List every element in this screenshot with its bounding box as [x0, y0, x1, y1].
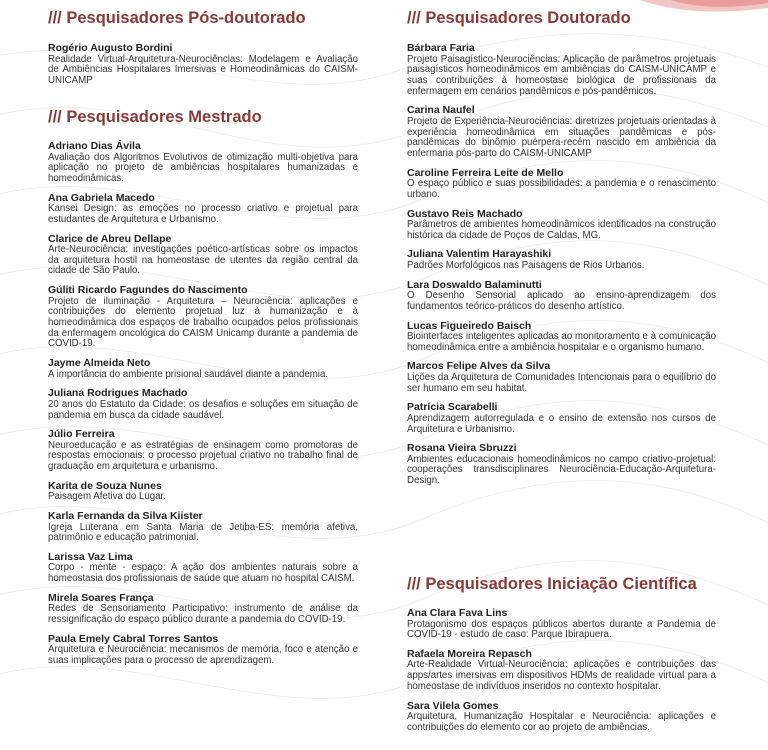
researcher-entry	[48, 357, 358, 380]
section-mestrado	[48, 107, 358, 674]
researcher-name: Gustavo Reis Machado	[407, 207, 523, 220]
researcher-list	[407, 607, 716, 733]
research-title: Arquitetura e Neurociência: mecanismos de memória, foco e atenção e suas implicações para o processo de aprendizagem.	[48, 644, 358, 666]
researcher-name: Bárbara Faria	[407, 42, 475, 54]
research-title: Avaliação dos Algoritmos Evolutivos de otimização multi-objetiva para aplicação no projeto de ambiências hospitalares humanizadas e homeodinâmicas.	[48, 151, 358, 184]
researcher-name: Caroline Ferreira Leite de Mello	[407, 166, 564, 179]
research-title: 20 anos do Estatuto da Cidade: os desafios e soluções em situação de pandemia em busca da cidade saudável.	[48, 398, 358, 421]
researcher-entry	[48, 387, 358, 421]
section-doutorado	[407, 8, 716, 494]
research-title: Biointerfaces inteligentes aplicadas ao monitoramento e à comunicação homeodinâmica entre a ambiência hospitalar e o organismo humano.	[407, 331, 716, 353]
researcher-name: Juliana Rodrigues Machado	[48, 387, 188, 400]
research-title: Projeto de iluminação - Arquitetura – Neurociência: aplicações e contribuições do elemento projetual luz à humanização e à homeodinâmica dos espaços de trabalho ocupados pelos profissionais da enfermagem oncológica do CAISM Unicamp durante a pandemia de COVID-19.	[48, 295, 358, 350]
researcher-name: Patrícia Scarabelli	[407, 401, 498, 414]
research-title: Redes de Sensoriamento Participativo: instrumento de análise da ressignificação do espaço público durante a pandemia do COVID-19.	[48, 603, 358, 626]
researcher-name: Lucas Figueiredo Baisch	[407, 319, 532, 332]
researcher-name: Carina Naufel	[407, 104, 475, 117]
researcher-entry	[48, 284, 358, 350]
researcher-name: Adriano Dias Ávila	[48, 140, 141, 152]
researcher-list	[407, 42, 716, 487]
section-title-doutorado: /// Pesquisadores Doutorado	[407, 9, 631, 27]
researcher-entry	[48, 233, 358, 278]
researcher-name: Rosana Vieira Sbruzzi	[407, 442, 517, 455]
research-title: Projeto de Experiência-Neurociências: diretrizes projetuais orientadas à experiência homeodinâmica em situações pandêmicas e pós-pandêmicas do binômio puérpera-recém nascido em ambiência da enfermaria pós-parto do CAISM-UNICAMP	[407, 115, 716, 159]
researcher-entry	[407, 167, 716, 201]
researcher-entry	[48, 192, 358, 226]
research-title: Arte-Neurociência: investigações poético-artísticas sobre os impactos da arquitetura hostil na homeostase de utentes da região central da cidade de São Paulo.	[48, 244, 358, 277]
research-title: O Desenho Sensorial aplicado ao ensino-aprendizagem dos fundamentos teórico-práticos do desenho artístico.	[407, 290, 716, 312]
researcher-entry	[48, 592, 358, 626]
research-title: Lições da Arquitetura de Comunidades Intencionais para o equilíbrio do ser humano em seu habitat.	[407, 371, 716, 394]
researcher-name: Karla Fernanda da Silva Kiister	[48, 510, 203, 523]
researcher-entry	[407, 248, 716, 271]
research-title: Arquitetura, Humanização Hospitalar e Neurociência: aplicações e contribuições do elemento cor ao projeto de ambiências.	[407, 711, 716, 733]
researcher-name: Karita de Souza Nunes	[48, 479, 162, 492]
researcher-entry	[48, 42, 358, 87]
researcher-name: Lara Doswaldo Balaminutti	[407, 278, 542, 291]
researcher-name: Ana Clara Fava Lins	[407, 607, 508, 619]
section-title-pos-doutorado: /// Pesquisadores Pós-doutorado	[48, 9, 306, 27]
researcher-name: Marcos Felipe Alves da Silva	[407, 360, 551, 373]
researcher-list	[48, 140, 358, 667]
researcher-entry	[48, 510, 358, 544]
research-title: Realidade Virtual-Arquitetura-Neurociências: Modelagem e Avaliação de Ambiências Hospitalares Imersivas e Homeodinâmicas do CAISM-UNICAMP	[48, 53, 358, 86]
researcher-name: Júlio Ferreira	[48, 428, 115, 441]
research-title: Neuroeducação e as estratégias de ensinagem como promotoras de respostas emocionais: o processo projetual criativo no trabalho final de graduação em arquitetura e urbanismo.	[48, 439, 358, 473]
researcher-entry	[48, 140, 358, 185]
research-title: Parâmetros de ambientes homeodinâmicos identificados na construção histórica da cidade de Poços de Caldas, MG.	[407, 219, 716, 241]
researcher-entry	[48, 428, 358, 473]
researcher-name: Rogério Augusto Bordini	[48, 42, 173, 54]
research-title: Aprendizagem autorregulada e o ensino de extensão nos cursos de Arquitetura e Urbanismo.	[407, 412, 716, 435]
researcher-name: Rafaela Moreira Repasch	[407, 647, 532, 660]
research-title: Kansei Design: as emoções no processo criativo e projetual para estudantes de Arquitetura e Urbanismo.	[48, 203, 358, 225]
researcher-entry	[48, 551, 358, 585]
research-title: Ambientes educacionais homeodinâmicos no campo criativo-projetual: cooperações transdisciplinares Neurociência-Educação-Arquitetura-Design.	[407, 453, 716, 487]
researcher-name: Juliana Valentim Harayashiki	[407, 248, 552, 261]
researcher-name: Gúliti Ricardo Fagundes do Nascimento	[48, 284, 248, 297]
research-title: Protagonismo dos espaços públicos abertos durante a Pandemia de COVID-19 - estudo de caso: Parque Ibirapuera.	[407, 618, 716, 641]
researcher-entry	[407, 279, 716, 313]
researcher-entry	[407, 320, 716, 354]
research-title: Padrões Morfológicos nas Paisagens de Rios Urbanos.	[407, 259, 645, 271]
research-title: Paisagem Afetiva do Lugar.	[48, 491, 166, 503]
researcher-name: Larissa Vaz Lima	[48, 550, 133, 563]
researcher-entry	[407, 208, 716, 242]
section-iniciacao	[407, 574, 716, 740]
research-title: Corpo - mente - espaço: A ação dos ambientes naturais sobre a homeostasia dos profissionais de saúde que atuam no hospital CAISM.	[48, 562, 358, 585]
researcher-name: Ana Gabriela Macedo	[48, 191, 155, 204]
research-title: Projeto Paisagístico-Neurociências: Aplicação de parâmetros projetuais paisagísticos homeodinâmicos em ambiências do CAISM-UNICAMP e suas contribuições à homeostase biológica de profissionais da enfermagem em cenários pandêmicos e pós-pandêmicos.	[407, 53, 716, 97]
research-title: Igreja Luterana em Santa Maria de Jetiba-ES: memória afetiva, patrimônio e educação patrimonial.	[48, 521, 358, 544]
section-title-iniciacao: /// Pesquisadores Iniciação Científica	[407, 575, 697, 593]
researcher-name: Mirela Soares França	[48, 591, 154, 604]
researcher-name: Jayme Almeida Neto	[48, 357, 151, 370]
researcher-entry	[407, 104, 716, 159]
section-pos-doutorado	[48, 8, 358, 87]
researcher-entry	[48, 480, 358, 503]
research-title: Arte-Realidade Virtual-Neurociência: aplicações e contribuições das apps/artes imersivas em dispositivos HDMs de realidade virtual para a homeostase de indivíduos inseridos no contexto hospitalar.	[407, 659, 716, 692]
research-title: O espaço público e suas possibilidades: a pandemia e o renascimento urbano.	[407, 178, 716, 200]
researcher-entry	[407, 648, 716, 693]
researcher-entry	[407, 360, 716, 394]
research-title: A importância do ambiente prisional saudável diante a pandemia.	[48, 368, 329, 380]
researcher-name: Sara Vilela Gomes	[407, 699, 499, 712]
researcher-entry	[407, 42, 716, 97]
researcher-name: Clarice de Abreu Dellape	[48, 232, 172, 245]
researcher-list	[48, 42, 358, 87]
section-title-mestrado: /// Pesquisadores Mestrado	[48, 108, 262, 126]
researcher-entry	[407, 401, 716, 435]
researcher-entry	[407, 700, 716, 734]
researcher-name: Paula Emely Cabral Torres Santos	[48, 632, 219, 645]
researcher-entry	[407, 607, 716, 641]
researcher-entry	[407, 442, 716, 487]
researcher-entry	[48, 633, 358, 667]
